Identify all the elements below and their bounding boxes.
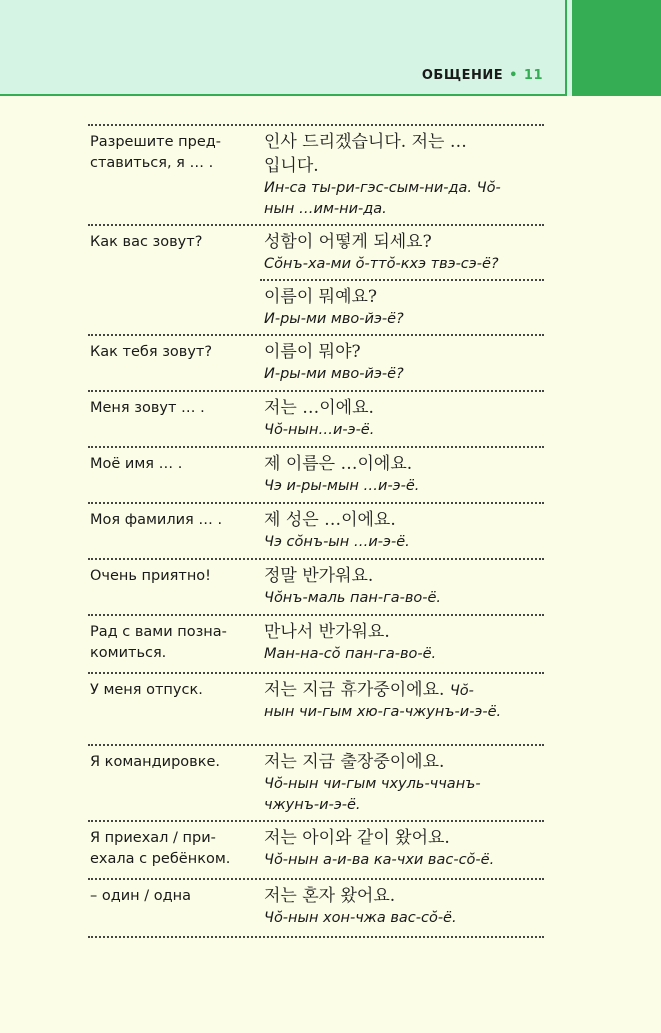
korean-phrase: 만나서 반가워요. <box>264 622 390 642</box>
korean-phrase: 정말 반가워요. <box>264 566 374 586</box>
korean-phrase: 저는 혼자 왔어요. <box>264 886 396 906</box>
transliteration: Чŏ-нын чи-гым чхуль-ччанъ- <box>264 776 481 792</box>
russian-phrase-line: Разрешите пред- <box>90 134 221 150</box>
russian-phrase <box>90 454 258 475</box>
translation-block <box>260 392 544 445</box>
translation-block <box>260 448 544 501</box>
phrase-row <box>88 224 544 334</box>
transliteration: Ин-са ты-ри-гэс-сым-ни-да. Чŏ- <box>264 180 501 196</box>
page-number: 11 <box>523 68 543 83</box>
russian-phrase <box>90 680 258 701</box>
russian-phrase-line: Я приехал / при- <box>90 830 216 846</box>
russian-phrase <box>90 132 258 174</box>
russian-phrase-line: комиться. <box>90 645 167 661</box>
russian-phrase-line: ехала с ребёнком. <box>90 851 231 867</box>
korean-phrase: 저는 지금 출장중이에요. <box>264 752 445 772</box>
russian-phrase-line: Моё имя … . <box>90 456 183 472</box>
phrase-row <box>88 820 544 878</box>
transliteration: Чŏ-нын хон-чжа вас-сŏ-ё. <box>264 910 457 926</box>
russian-phrase <box>90 566 258 587</box>
translation-block <box>260 746 544 820</box>
phrase-row <box>88 502 544 558</box>
phrase-row <box>88 878 544 938</box>
phrase-row <box>88 334 544 390</box>
korean-phrase: 제 이름은 …이에요. <box>264 454 413 474</box>
transliteration-line: нын чи-гым хю-га-чжунъ-и-э-ё. <box>264 704 502 720</box>
korean-phrase: 제 성은 …이에요. <box>264 510 396 530</box>
transliteration: И-ры-ми мво-йэ-ё? <box>264 311 404 327</box>
transliteration: И-ры-ми мво-йэ-ё? <box>264 366 404 382</box>
russian-phrase <box>90 232 258 253</box>
korean-phrase: 성함이 어떻게 되세요? <box>264 232 432 252</box>
phrase-row <box>88 446 544 502</box>
bullet-icon: • <box>509 68 518 83</box>
page-tab-marker <box>572 0 661 96</box>
transliteration: Чŏ-нын…и-э-ё. <box>264 422 375 438</box>
korean-phrase: 저는 …이에요. <box>264 398 374 418</box>
korean-phrase: 저는 아이와 같이 왔어요. <box>264 828 450 848</box>
phrase-row <box>88 672 544 744</box>
korean-phrase <box>264 678 544 702</box>
translation-block <box>260 616 544 669</box>
transliteration: Чэ сŏнъ-ын …и-э-ё. <box>264 534 410 550</box>
transliteration: Чŏнъ-маль пан-га-во-ё. <box>264 590 442 606</box>
header-divider <box>565 0 567 96</box>
translation-block <box>260 880 544 933</box>
phrase-row <box>88 390 544 446</box>
russian-phrase <box>90 828 258 870</box>
korean-phrase: 입니다. <box>264 156 319 176</box>
phrase-row <box>88 744 544 820</box>
russian-phrase-line: Как вас зовут? <box>90 234 203 250</box>
korean-phrase: 인사 드리겠습니다. 저는 … <box>264 132 467 152</box>
translation-block <box>260 126 544 224</box>
header-band <box>0 0 661 96</box>
russian-phrase-line: Моя фамилия … . <box>90 512 223 528</box>
transliteration: Чэ и-ры-мын …и-э-ё. <box>264 478 420 494</box>
korean-text: 저는 지금 휴가중이에요. <box>264 680 450 700</box>
russian-phrase <box>90 510 258 531</box>
russian-phrase-line: Как тебя зовут? <box>90 344 213 360</box>
translation-block <box>260 336 544 389</box>
translation-block <box>260 504 544 557</box>
korean-phrase: 이름이 뭐야? <box>264 342 361 362</box>
russian-phrase-line: Очень приятно! <box>90 568 211 584</box>
transliteration: Чŏ-нын а-и-ва ка-чхи вас-сŏ-ё. <box>264 852 495 868</box>
translation-block <box>260 822 544 875</box>
russian-phrase-line: Я командировке. <box>90 754 220 770</box>
phrase-row <box>88 124 544 224</box>
russian-phrase <box>90 398 258 419</box>
running-head <box>422 68 543 83</box>
russian-phrase <box>90 752 258 773</box>
transliteration: Ман-на-сŏ пан-га-во-ё. <box>264 646 437 662</box>
phrase-row <box>88 614 544 672</box>
russian-phrase-line: Меня зовут … . <box>90 400 205 416</box>
russian-phrase-line: ставиться, я … . <box>90 155 214 171</box>
translation-block <box>260 560 544 613</box>
russian-phrase <box>90 342 258 363</box>
korean-phrase: 이름이 뭐예요? <box>264 287 378 307</box>
russian-phrase-line: – один / одна <box>90 888 192 904</box>
russian-phrase <box>90 886 258 907</box>
transliteration: чжунъ-и-э-ё. <box>264 797 361 813</box>
phrase-row <box>88 558 544 614</box>
russian-phrase <box>90 622 258 664</box>
transliteration: Сŏнъ-ха-ми ŏ-ттŏ-кхэ твэ-сэ-ё? <box>264 256 499 272</box>
header-rule <box>0 94 566 96</box>
translation-block <box>260 226 544 279</box>
russian-phrase-line: Рад с вами позна- <box>90 624 227 640</box>
transliteration-text: Чŏ- <box>449 683 474 699</box>
russian-phrase-line: У меня отпуск. <box>90 682 203 698</box>
translation-block <box>260 674 544 727</box>
phrase-table <box>88 124 544 938</box>
section-title: ОБЩЕНИЕ <box>421 68 504 83</box>
translation-block <box>260 279 544 334</box>
transliteration: нын …им-ни-да. <box>264 201 387 217</box>
